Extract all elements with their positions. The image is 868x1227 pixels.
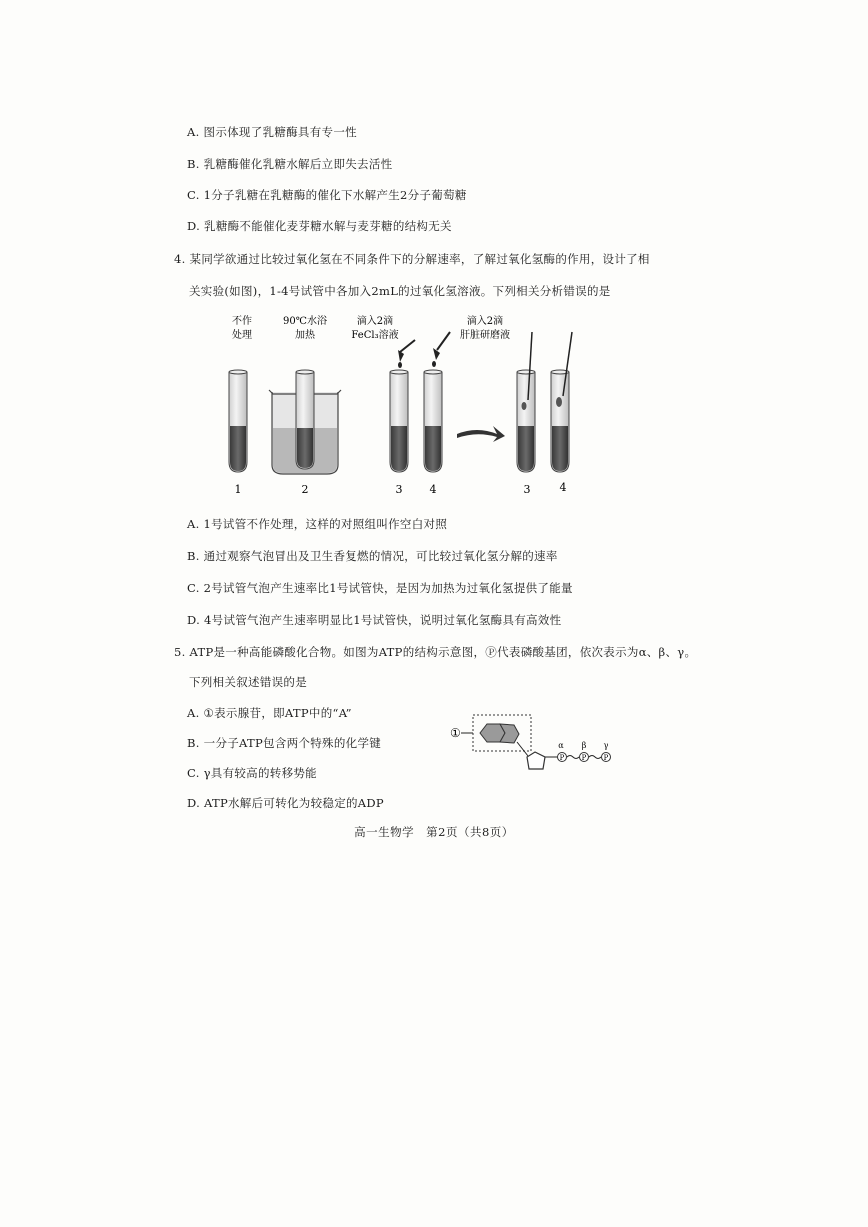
arrow-icon — [457, 426, 505, 442]
alpha-label: α — [558, 741, 564, 750]
atp-structure-figure — [445, 712, 625, 777]
test-tube-3-after — [517, 332, 535, 472]
q4-option-c: C. 2号试管气泡产生速率比1号试管快，是因为加热为过氧化氢提供了能量 — [187, 581, 573, 595]
label-liver-1: 滴入2滴 — [466, 316, 504, 327]
dropper-fecl3 — [398, 340, 415, 368]
q3-option-b: B. 乳糖酶催化乳糖水解后立即失去活性 — [187, 157, 393, 171]
q4-option-d: D. 4号试管气泡产生速率明显比1号试管快，说明过氧化氢酶具有高效性 — [187, 613, 562, 627]
test-tube-4-after — [551, 332, 572, 472]
label-no-treatment-2: 处理 — [232, 330, 252, 341]
q5-option-d: D. ATP水解后可转化为较稳定的ADP — [187, 796, 384, 810]
dropper-liver — [432, 332, 450, 367]
q5-stem-line1: 5. ATP是一种高能磷酸化合物。如图为ATP的结构示意图，Ⓟ代表磷酸基团，依次表示为α、β、γ。 — [174, 645, 697, 659]
label-fecl3-2: FeCl₃溶液 — [351, 330, 399, 341]
q3-option-c: C. 1分子乳糖在乳糖酶的催化下水解产生2分子葡萄糖 — [187, 188, 467, 202]
test-tube-3 — [390, 370, 408, 472]
test-tube-1 — [229, 370, 247, 472]
q5-option-a: A. ①表示腺苷，即ATP中的“A” — [187, 706, 352, 720]
q4-stem-line2: 关实验(如图)，1-4号试管中各加入2mL的过氧化氢溶液。下列相关分析错误的是 — [189, 284, 611, 298]
page-footer: 高一生物学 第2页（共8页） — [354, 825, 514, 839]
label-water-bath-1: 90℃水浴 — [283, 316, 327, 327]
beaker-with-tube-2 — [269, 370, 341, 474]
label-fecl3-1: 滴入2滴 — [356, 316, 394, 327]
gamma-label: γ — [603, 741, 609, 750]
phosphate-beta-icon: P — [581, 754, 587, 762]
q3-option-d: D. 乳糖酶不能催化麦芽糖水解与麦芽糖的结构无关 — [187, 219, 452, 233]
q3-option-a: A. 图示体现了乳糖酶具有专一性 — [187, 125, 357, 139]
tube-number-2: 2 — [301, 483, 309, 496]
q5-option-b: B. 一分子ATP包含两个特殊的化学键 — [187, 736, 382, 750]
tube-number-1: 1 — [234, 483, 242, 496]
tube-number-4: 4 — [429, 483, 437, 496]
q5-stem-line2: 下列相关叙述错误的是 — [189, 675, 307, 689]
phosphate-gamma-icon: P — [603, 754, 609, 762]
beta-label: β — [581, 741, 587, 750]
q4-option-a: A. 1号试管不作处理，这样的对照组叫作空白对照 — [187, 517, 448, 531]
adenosine-marker: ① — [450, 726, 461, 740]
ribose-pentagon-icon — [527, 752, 545, 769]
label-no-treatment-1: 不作 — [232, 316, 252, 327]
tube-number-3: 3 — [395, 483, 403, 496]
tube-number-4-after: 4 — [559, 481, 567, 494]
test-tube-4 — [424, 370, 442, 472]
phosphate-alpha-icon: P — [559, 754, 565, 762]
q5-option-c: C. γ具有较高的转移势能 — [187, 766, 317, 780]
q4-stem-line1: 4. 某同学欲通过比较过氧化氢在不同条件下的分解速率，了解过氧化氢酶的作用，设计了相 — [174, 252, 650, 266]
tube-number-3-after: 3 — [523, 483, 531, 496]
test-tube-figure — [205, 310, 625, 505]
label-water-bath-2: 加热 — [295, 330, 315, 341]
q4-option-b: B. 通过观察气泡冒出及卫生香复燃的情况，可比较过氧化氢分解的速率 — [187, 549, 558, 563]
label-liver-2: 肝脏研磨液 — [460, 330, 510, 341]
